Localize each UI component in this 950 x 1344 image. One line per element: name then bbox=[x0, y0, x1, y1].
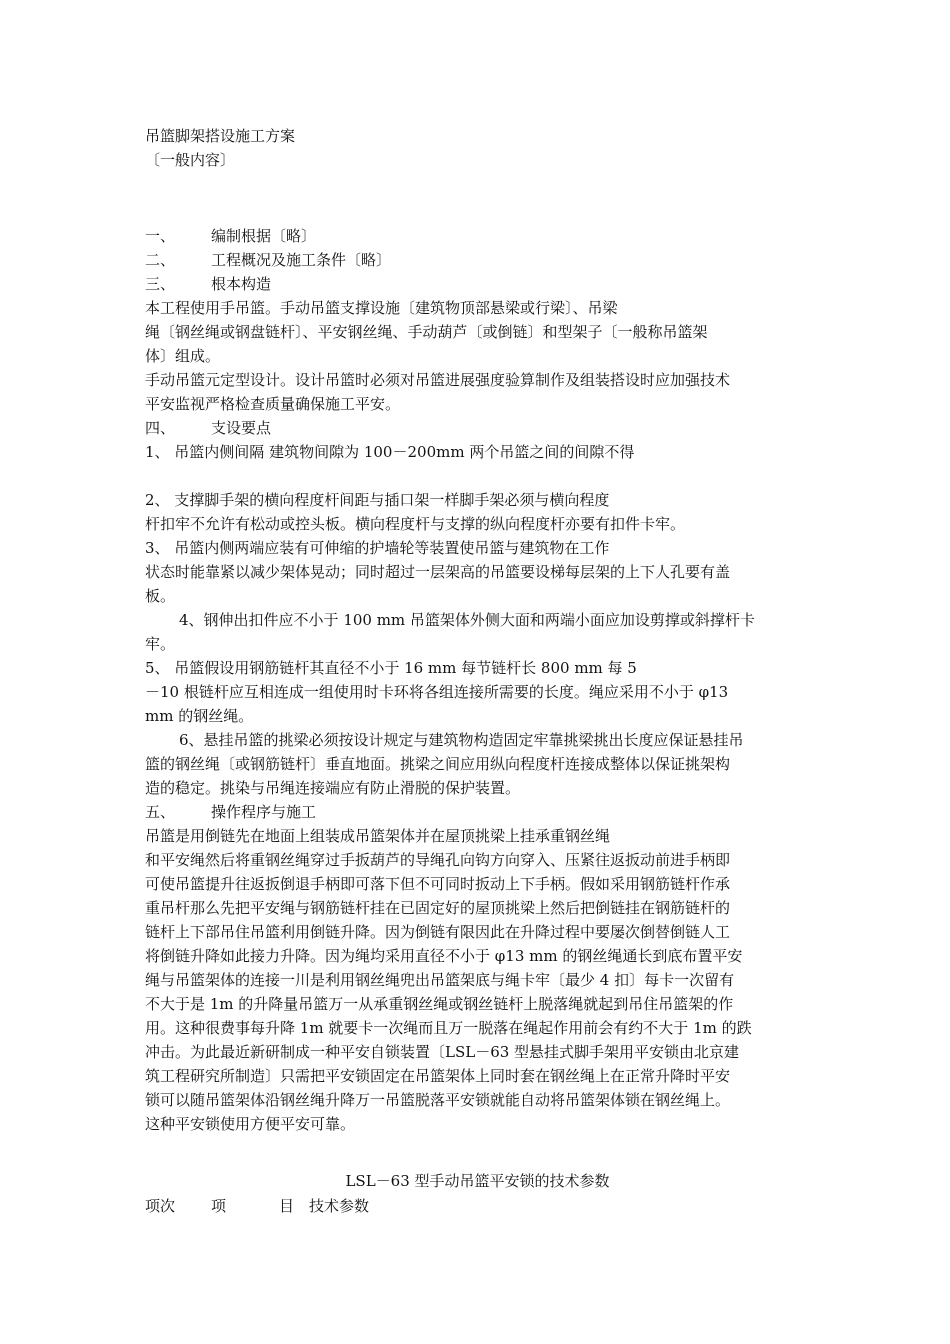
section-label: 工程概况及施工条件〔略〕 bbox=[211, 251, 392, 269]
point-6-line: 造的稳定。挑染与吊绳连接端应有防止滑脱的保护装置。 bbox=[145, 779, 521, 797]
section-label: 操作程序与施工 bbox=[211, 803, 317, 821]
point-5-line: －10 根链杆应互相连成一组使用时卡环将各组连接所需要的长度。绳应采用不小于 φ13 bbox=[145, 683, 729, 701]
paragraph-line: 筑工程研究所制造〕只需把平安锁固定在吊篮架体上同时套在钢丝绳上在正常升降时平安 bbox=[145, 1067, 731, 1085]
title-block bbox=[145, 124, 810, 172]
section-number: 三、 bbox=[145, 275, 176, 293]
table-header-cell: 技术参数 bbox=[309, 1197, 370, 1215]
table-header-cell: 目 bbox=[279, 1197, 295, 1215]
paragraph-line: 平安监视严格检查质量确保施工平安。 bbox=[145, 395, 401, 413]
paragraph-line: 重吊杆那么先把平安绳与钢筋链杆挂在已固定好的屋顶挑梁上然后把倒链挂在钢筋链杆的 bbox=[145, 899, 731, 917]
paragraph-line: 用。这种很费事每升降 1m 就要卡一次绳而且万一脱落在绳起作用前会有约不大于 1m 的跌 bbox=[145, 1019, 752, 1037]
point-2-line: 2、 支撑脚手架的横向程度杆间距与插口架一样脚手架必须与横向程度 bbox=[145, 491, 610, 509]
point-5-line: 5、 吊篮假设用钢筋链杆其直径不小于 16 mm 每节链杆长 800 mm 每 5 bbox=[145, 659, 637, 677]
section-number: 四、 bbox=[145, 419, 176, 437]
point-6-line: 6、悬挂吊篮的挑梁必须按设计规定与建筑物构造固定牢靠挑梁挑出长度应保证悬挂吊 bbox=[179, 731, 744, 749]
section-number: 二、 bbox=[145, 251, 176, 269]
section-number: 一、 bbox=[145, 227, 176, 245]
section-5-heading bbox=[145, 800, 810, 824]
body-text bbox=[145, 224, 810, 1136]
section-number: 五、 bbox=[145, 803, 176, 821]
section-label: 编制根据〔略〕 bbox=[211, 227, 317, 245]
paragraph-line: 吊篮是用倒链先在地面上组装成吊篮架体并在屋顶挑梁上挂承重钢丝绳 bbox=[145, 827, 611, 845]
paragraph-line: 本工程使用手吊篮。手动吊篮支撑设施〔建筑物顶部悬梁或行梁〕、吊梁 bbox=[145, 299, 618, 317]
paragraph-line: 手动吊篮元定型设计。设计吊篮时必须对吊篮进展强度验算制作及组装搭设时应加强技术 bbox=[145, 371, 731, 389]
point-3-line: 状态时能靠紧以减少架体晃动；同时超过一层架高的吊篮要设梯每层架的上下人孔要有盖 bbox=[145, 563, 731, 581]
paragraph-line: 绳与吊篮架体的连接一川是利用钢丝绳兜出吊篮架底与绳卡牢〔最少 4 扣〕每卡一次留有 bbox=[145, 971, 735, 989]
point-4-line: 4、钢伸出扣件应不小于 100 mm 吊篮架体外侧大面和两端小面应加设剪撑或斜撑杆卡 bbox=[179, 611, 755, 629]
paragraph-line: 冲击。为此最近新研制成一种平安自锁装置〔LSL－63 型悬挂式脚手架用平安锁由北京建 bbox=[145, 1043, 740, 1061]
paragraph-line: 绳〔钢丝绳或钢盘链杆〕、平安钢丝绳、手动葫芦〔或倒链〕和型架子〔一般称吊篮架 bbox=[145, 323, 708, 341]
paragraph-line: 可使吊篮提升往返扳倒退手柄即可落下但不可同时扳动上下手柄。假如采用钢筋链杆作承 bbox=[145, 875, 731, 893]
section-label: 支设要点 bbox=[211, 419, 272, 437]
section-label: 根本构造 bbox=[211, 275, 272, 293]
point-6-line: 篮的钢丝绳〔或钢筋链杆〕垂直地面。挑梁之间应用纵向程度杆连接成整体以保证挑架构 bbox=[145, 755, 731, 773]
table-title: LSL－63 型手动吊篮平安锁的技术参数 bbox=[345, 1172, 610, 1190]
table-header-cell: 项次 bbox=[145, 1197, 176, 1215]
section-4-heading bbox=[145, 416, 810, 440]
point-3-line: 3、 吊篮内侧两端应装有可伸缩的护墙轮等装置使吊篮与建筑物在工作 bbox=[145, 539, 610, 557]
point-5-line: mm 的钢丝绳。 bbox=[145, 707, 254, 725]
paragraph-line: 体〕组成。 bbox=[145, 347, 221, 365]
section-1-heading bbox=[145, 224, 810, 248]
paragraph-line: 链杆上下部吊住吊篮利用倒链升降。因为倒链有限因此在升降过程中要屡次倒替倒链人工 bbox=[145, 923, 731, 941]
paragraph-line: 和平安绳然后将重钢丝绳穿过手扳葫芦的导绳孔向钩方向穿入、压紧往返扳动前进手柄即 bbox=[145, 851, 731, 869]
doc-subtitle: 〔一般内容〕 bbox=[145, 151, 236, 169]
doc-title: 吊篮脚架搭设施工方案 bbox=[145, 127, 296, 145]
point-3-line: 板。 bbox=[145, 587, 176, 605]
paragraph-line: 不大于是 1m 的升降量吊篮万一从承重钢丝绳或钢丝链杆上脱落绳就起到吊住吊篮架的作 bbox=[145, 995, 734, 1013]
table-header-cell: 项 bbox=[211, 1197, 227, 1215]
blank-line bbox=[145, 464, 810, 488]
table-header-row bbox=[145, 1194, 369, 1218]
paragraph-line: 这种平安锁使用方便平安可靠。 bbox=[145, 1115, 356, 1133]
section-3-heading bbox=[145, 272, 810, 296]
paragraph-line: 锁可以随吊篮架体沿钢丝绳升降万一吊篮脱落平安锁就能自动将吊篮架体锁在钢丝绳上。 bbox=[145, 1091, 731, 1109]
section-2-heading bbox=[145, 248, 810, 272]
paragraph-line: 将倒链升降如此接力升降。因为绳均采用直径不小于 φ13 mm 的钢丝绳通长到底布置平安 bbox=[145, 947, 743, 965]
point-1: 1、 吊篮内侧间隔 建筑物间隙为 100－200mm 两个吊篮之间的间隙不得 bbox=[145, 443, 635, 461]
point-2-line: 杆扣牢不允许有松动或控头板。横向程度杆与支撑的纵向程度杆亦要有扣件卡牢。 bbox=[145, 515, 686, 533]
point-4-line: 牢。 bbox=[145, 635, 176, 653]
